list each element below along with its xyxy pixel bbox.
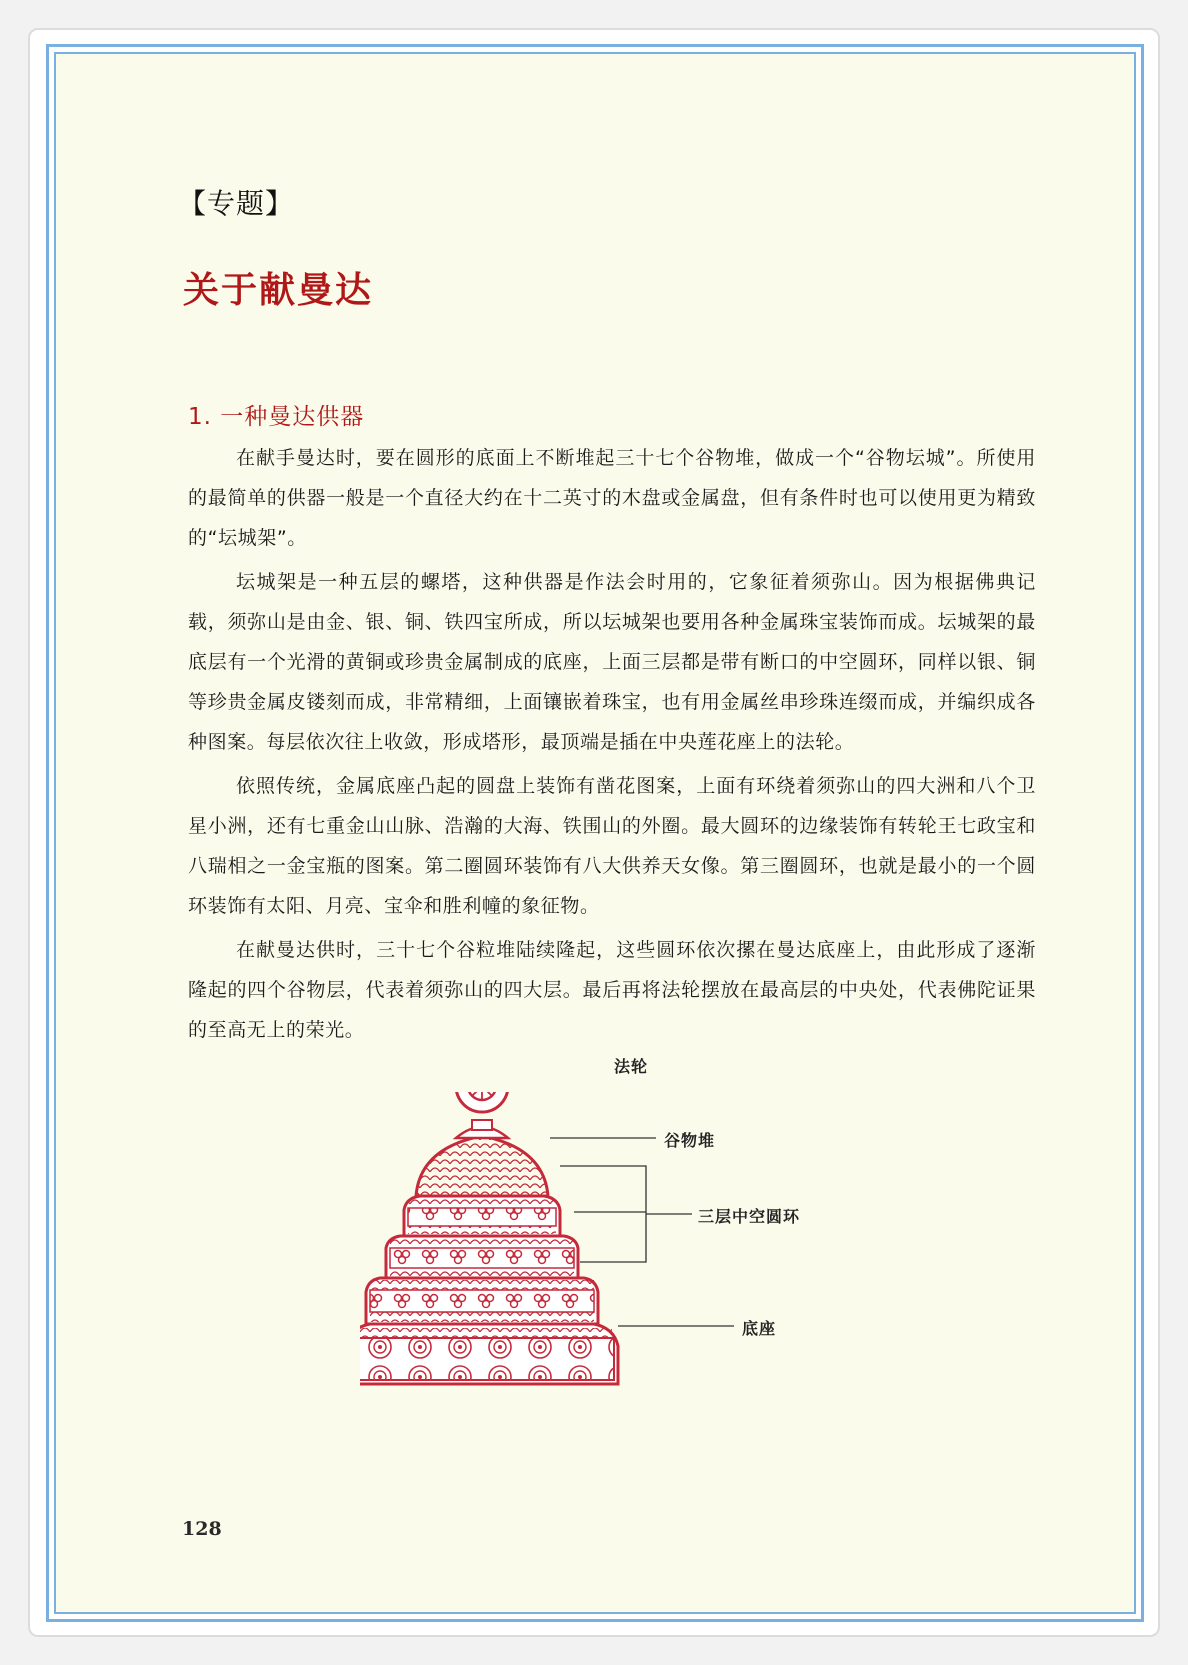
section-heading: 1. 一种曼达供器 — [188, 404, 365, 430]
label-base: 底座 — [742, 1319, 777, 1338]
base-tier — [360, 1324, 618, 1384]
dharma-wheel-top — [456, 1092, 508, 1138]
mandala-stand-figure — [360, 1057, 920, 1432]
label-three-rings: 三层中空圆环 — [698, 1207, 801, 1226]
grain-pile-dome — [416, 1136, 548, 1196]
topic-label: 【专题】 — [178, 187, 295, 220]
paragraph: 坛城架是一种五层的螺塔，这种供器是作法会时用的，它象征着须弥山。因为根据佛典记载，须弥山是由金、银、铜、铁四宝所成，所以坛城架也要用各种金属珠宝装饰而成。坛城架的最底层有一个光滑的黄铜或珍贵金属制成的底座，上面三层都是带有断口的中空圆环，同样以银、铜等珍贵金属皮镂刻而成，非常精细，上面镶嵌着珠宝，也有用金属丝串珍珠连缀而成，并编织成各种图案。每层依次往上收敛，形成塔形，最顶端是插在中央莲花座上的法轮。 — [188, 571, 1036, 753]
paragraph: 在献曼达供时，三十七个谷粒堆陆续隆起，这些圆环依次摞在曼达底座上，由此形成了逐渐隆起的四个谷物层，代表着须弥山的四大层。最后再将法轮摆放在最高层的中央处，代表佛陀证果的至高无上的荣光。 — [188, 939, 1036, 1041]
ring-tier-2 — [386, 1236, 578, 1278]
paragraph: 在献手曼达时，要在圆形的底面上不断堆起三十七个谷物堆，做成一个“谷物坛城”。所使用的最简单的供器一般是一个直径大约在十二英寸的木盘或金属盘，但有条件时也可以使用更为精致的“坛城架”。 — [188, 447, 1036, 549]
ring-tier-1 — [404, 1196, 560, 1236]
label-grain-pile: 谷物堆 — [664, 1131, 716, 1150]
page-title: 关于献曼达 — [183, 270, 374, 311]
page-number: 128 — [182, 1518, 222, 1540]
body-text — [188, 438, 1036, 1050]
paragraph: 依照传统，金属底座凸起的圆盘上装饰有凿花图案，上面有环绕着须弥山的四大洲和八个卫星小洲，还有七重金山山脉、浩瀚的大海、铁围山的外圈。最大圆环的边缘装饰有转轮王七政宝和八瑞相之一金宝瓶的图案。第二圈圆环装饰有八大供养天女像。第三圈圆环，也就是最小的一个圆环装饰有太阳、月亮、宝伞和胜利幢的象征物。 — [188, 775, 1036, 917]
ring-tier-3 — [366, 1278, 598, 1324]
label-dharma-wheel: 法轮 — [614, 1057, 649, 1076]
mandala-stand-illustration — [360, 1092, 920, 1432]
